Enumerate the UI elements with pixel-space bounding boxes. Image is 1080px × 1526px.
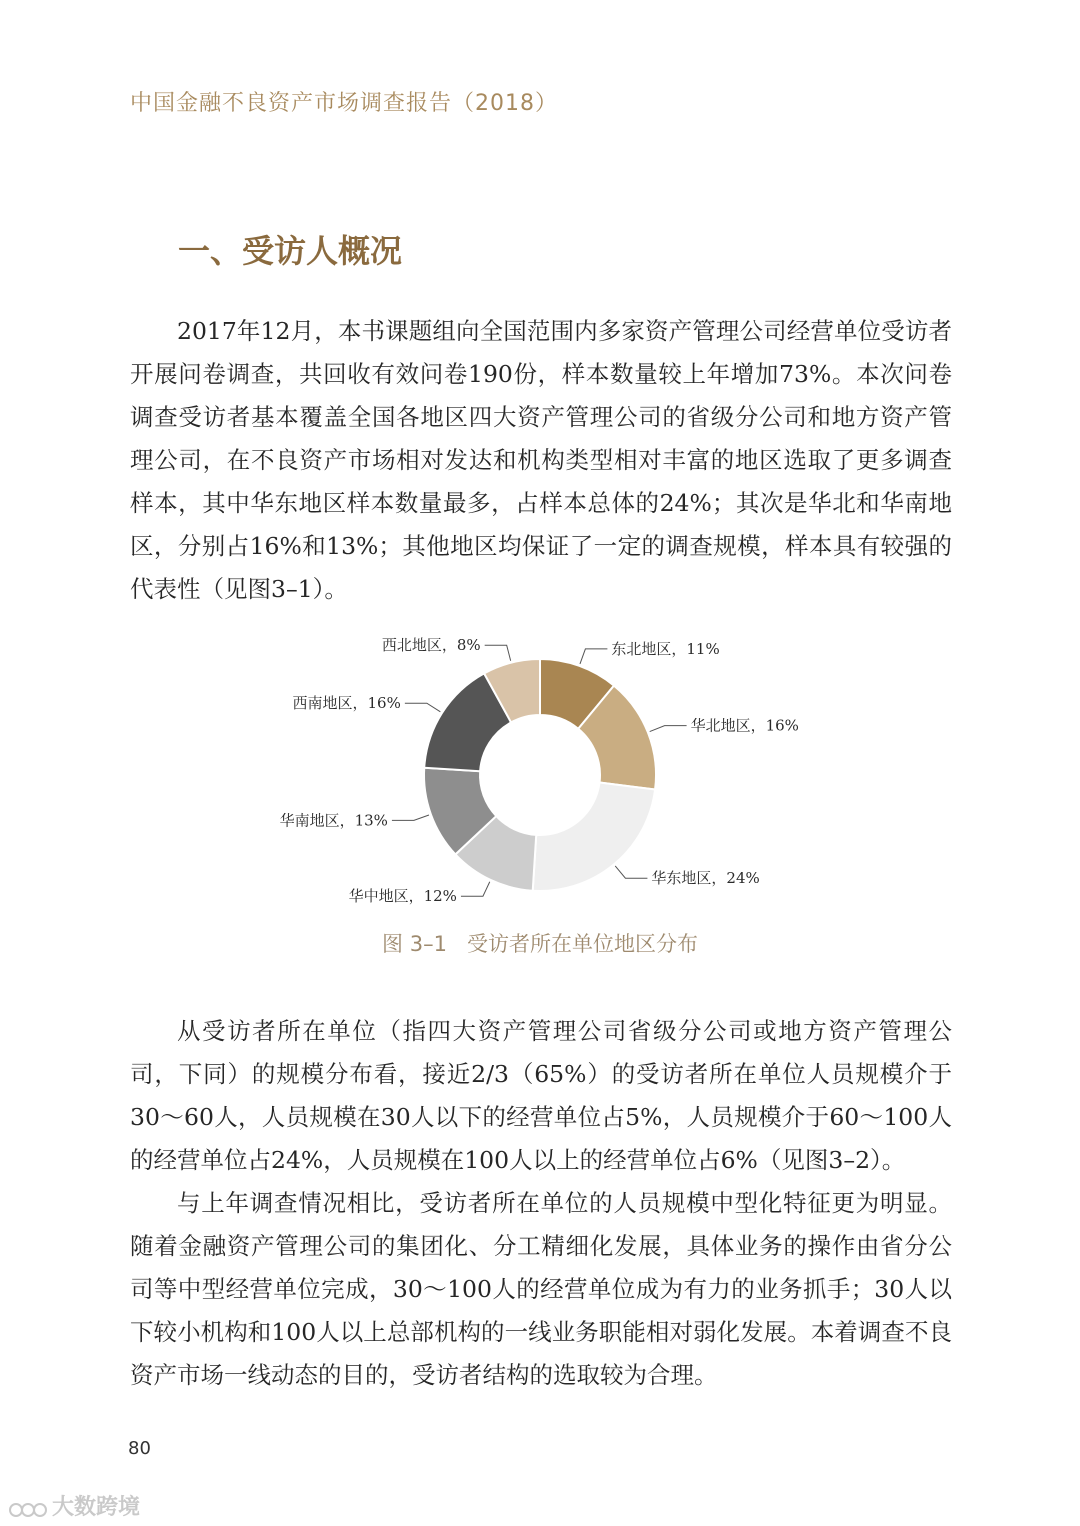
slice-label-0: 东北地区，11% [611,639,720,658]
donut-chart-svg [0,620,1080,920]
leader-line-3 [461,882,490,896]
slice-2 [533,783,655,891]
paragraph-unit-size: 从受访者所在单位（指四大资产管理公司省级分公司或地方资产管理公司，下同）的规模分布看，接近2/3（65%）的受访者所在单位人员规模介于30～60人，人员规模在30人以下的经营单位占5%，人员规模介于60～100人的经营单位占24%，人员规模在100人以上的经营单位占6%（见图3–2）。 [130,1017,952,1174]
slice-label-6: 西北地区，8% [381,636,481,655]
leader-line-1 [650,726,687,732]
watermark-logo-icon [8,1497,48,1519]
watermark [8,1490,140,1521]
slice-label-1: 华北地区，16% [690,716,799,735]
slice-label-4: 华南地区，13% [279,811,388,830]
paragraph-respondent-overview: 2017年12月，本书课题组向全国范围内多家资产管理公司经营单位受访者开展问卷调查，共回收有效问卷190份，样本数量较上年增加73%。本次问卷调查受访者基本覆盖全国各地区四大资产管理公司的省级分公司和地方资产管理公司，在不良资产市场相对发达和机构类型相对丰富的地区选取了更多调查样本，其中华东地区样本数量最多，占样本总体的24%；其次是华北和华南地区，分别占16%和13%；其他地区均保证了一定的调查规模，样本具有较强的代表性（见图3–1）。 [130,317,952,603]
figure-number: 图 3–1 [382,932,447,956]
slice-label-3: 华中地区，12% [348,887,457,906]
section-title: 一、受访人概况 [178,232,403,270]
leader-line-6 [485,645,511,660]
region-donut-chart [0,620,1080,920]
leader-line-2 [615,866,647,878]
watermark-text: 大数跨境 [52,1495,141,1520]
leader-line-0 [580,649,607,664]
paragraph-comparison: 与上年调查情况相比，受访者所在单位的人员规模中型化特征更为明显。随着金融资产管理公司的集团化、分工精细化发展，具体业务的操作由省分公司等中型经营单位完成，30～100人的经营单位成为有力的业务抓手；30人以下较小机构和100人以上总部机构的一线业务职能相对弱化发展。本着调查不良资产市场一线动态的目的，受访者结构的选取较为合理。 [130,1189,952,1389]
leader-line-5 [405,703,441,712]
slice-label-5: 西南地区，16% [292,694,401,713]
figure-caption [0,928,1080,958]
page-number: 80 [128,1438,151,1459]
leader-line-4 [392,815,429,820]
slice-label-2: 华东地区，24% [651,869,760,888]
figure-caption-text: 受访者所在单位地区分布 [466,932,698,956]
running-header: 中国金融不良资产市场调查报告（2018） [130,91,558,116]
